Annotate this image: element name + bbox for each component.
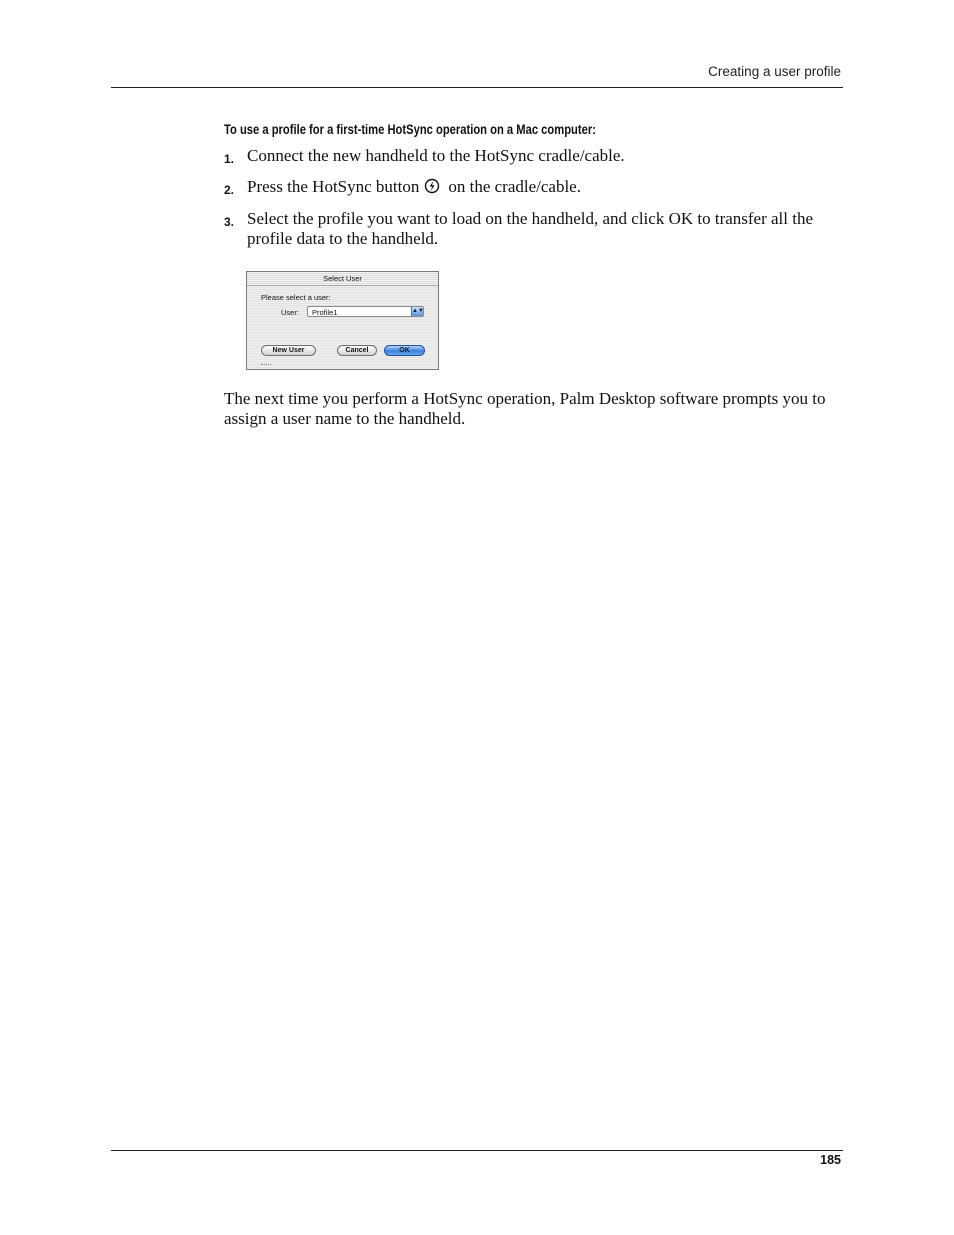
step-number: 1.	[224, 152, 235, 166]
step-number: 3.	[224, 215, 235, 229]
step-text: Connect the new handheld to the HotSync cradle/cable.	[247, 146, 625, 165]
step-text	[247, 177, 844, 199]
resize-grip	[261, 364, 271, 367]
dialog-title: Select User	[247, 272, 438, 286]
user-select[interactable]	[307, 306, 424, 317]
dialog-prompt: Please select a user:	[261, 293, 331, 302]
ok-button[interactable]: OK	[384, 345, 425, 356]
select-user-dialog-screenshot	[246, 271, 439, 370]
step-number: 2.	[224, 183, 235, 197]
new-user-button[interactable]: New User	[261, 345, 316, 356]
header-rule	[111, 87, 843, 88]
hotsync-icon	[424, 178, 440, 199]
step-3	[224, 209, 844, 249]
procedure-heading: To use a profile for a first-time HotSync operation on a Mac computer:	[224, 121, 596, 137]
selected-user: Profile1	[312, 308, 338, 317]
cancel-button[interactable]: Cancel	[337, 345, 377, 356]
step-text-after-icon: on the cradle/cable.	[448, 177, 581, 196]
updown-arrows-icon: ▲▼	[412, 308, 424, 314]
step-2	[224, 177, 844, 199]
user-label: User:	[281, 308, 299, 317]
step-text-before-icon: Press the HotSync button	[247, 177, 420, 196]
running-head: Creating a user profile	[708, 64, 841, 79]
closing-paragraph: The next time you perform a HotSync operation, Palm Desktop software prompts you to assign a user name to the handheld.	[224, 389, 826, 428]
footer-rule	[111, 1150, 843, 1151]
page-number: 185	[820, 1153, 841, 1167]
step-1	[224, 146, 844, 166]
step-text: Select the profile you want to load on the handheld, and click OK to transfer all the profile data to the handheld.	[247, 209, 814, 248]
